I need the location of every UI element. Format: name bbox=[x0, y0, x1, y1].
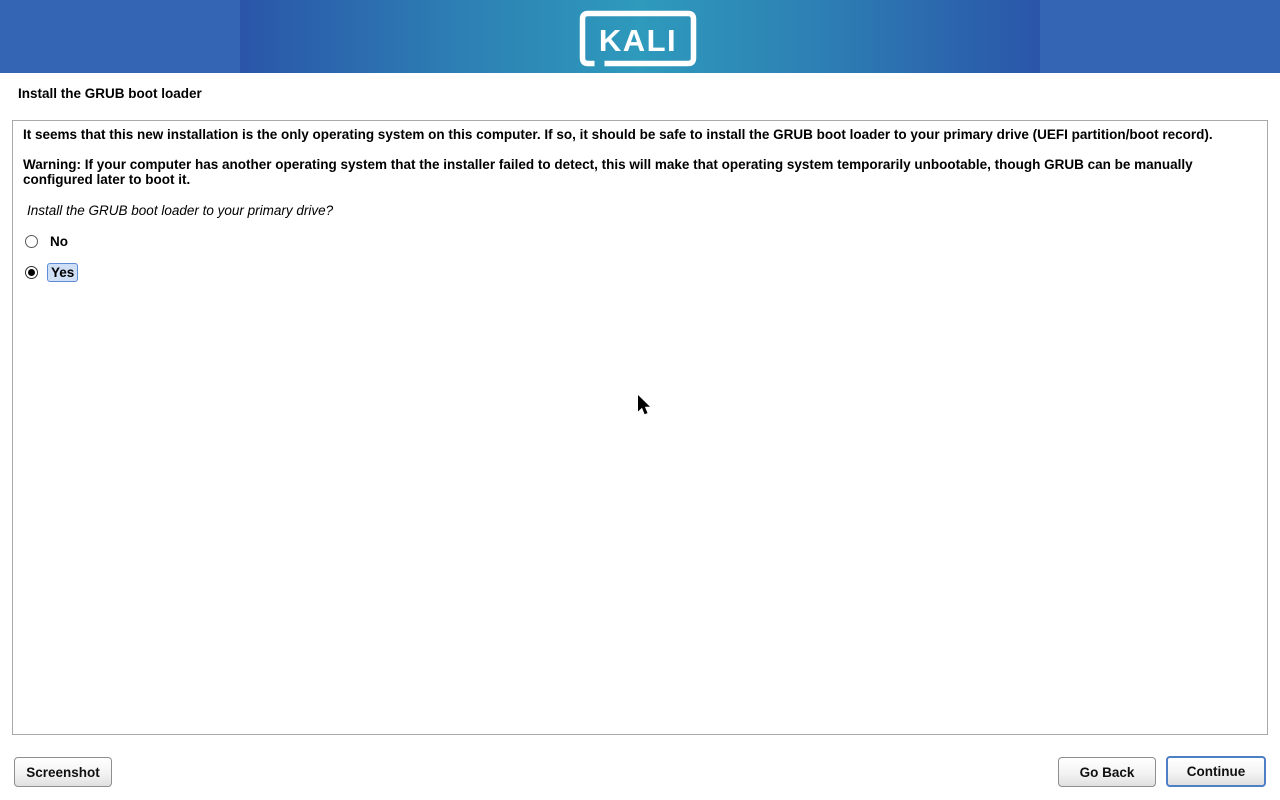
radio-option-yes[interactable] bbox=[25, 264, 1257, 282]
top-banner bbox=[0, 0, 1280, 73]
radio-button-icon[interactable] bbox=[25, 235, 38, 248]
radio-option-yes-label[interactable]: Yes bbox=[47, 263, 78, 282]
page-title: Install the GRUB boot loader bbox=[18, 86, 202, 101]
kali-logo-text: KALI bbox=[598, 23, 678, 58]
radio-option-no[interactable] bbox=[25, 233, 1257, 251]
grub-install-question: Install the GRUB boot loader to your primary drive? bbox=[27, 202, 334, 218]
continue-button[interactable]: Continue bbox=[1166, 756, 1266, 787]
screenshot-button[interactable]: Screenshot bbox=[14, 757, 112, 787]
radio-button-icon[interactable] bbox=[25, 266, 38, 279]
grub-info-paragraph: It seems that this new installation is the only operating system on this computer. If so, it should be safe to install the GRUB boot loader to your primary drive (UEFI partition/boot record). bbox=[23, 127, 1213, 142]
grub-warning-paragraph: Warning: If your computer has another operating system that the installer failed to detect, this will make that operating system temporarily unbootable, though GRUB can be manually configured later to boot it. bbox=[23, 157, 1193, 188]
content-box bbox=[12, 120, 1268, 735]
radio-option-no-label[interactable]: No bbox=[50, 234, 68, 250]
kali-logo bbox=[578, 9, 698, 67]
go-back-button[interactable]: Go Back bbox=[1058, 757, 1156, 787]
mouse-cursor-icon bbox=[637, 395, 651, 416]
